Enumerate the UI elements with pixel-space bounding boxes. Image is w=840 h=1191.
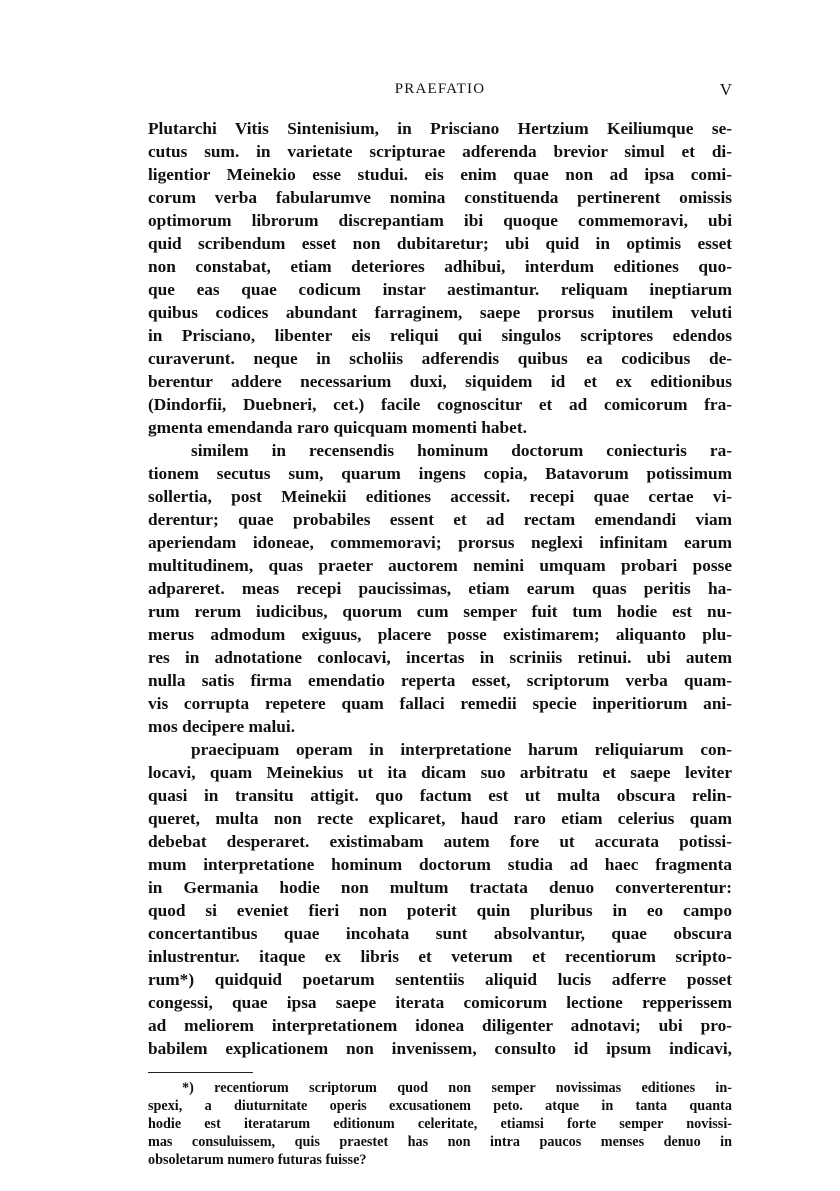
- text-line: corum verba fabularumve nomina constituenda pertinerent omissis: [148, 188, 732, 207]
- page-number: V: [719, 80, 732, 99]
- text-line: gmenta emendanda raro quicquam momenti habet.: [148, 418, 527, 437]
- text-line: mum interpretatione hominum doctorum studia ad haec fragmenta: [148, 855, 732, 874]
- text-line: rum*) quidquid poetarum sententiis aliquid lucis adferre posset: [148, 970, 732, 989]
- text-line: in Germania hodie non multum tractata denuo converterentur:: [148, 878, 732, 897]
- text-line: debebat desperaret. existimabam autem fore ut accurata potissi-: [148, 832, 732, 851]
- text-line: quod si eveniet fieri non poterit quin pluribus in eo campo: [148, 901, 732, 920]
- text-line: optimorum librorum discrepantiam ibi quoque commemoravi, ubi: [148, 211, 732, 230]
- text-line: ligentior Meinekio esse studui. eis enim quae non ad ipsa comi-: [148, 165, 732, 184]
- text-line: inlustrentur. itaque ex libris et veterum et recentiorum scripto-: [148, 947, 732, 966]
- text-line: in Prisciano, libenter eis reliqui qui singulos scriptores edendos: [148, 326, 732, 345]
- text-line: locavi, quam Meinekius ut ita dicam suo arbitratu et saepe leviter: [148, 763, 732, 782]
- text-line: multitudinem, quas praeter auctorem nemini umquam probari posse: [148, 556, 732, 575]
- text-line: concertantibus quae incohata sunt absolvantur, quae obscura: [148, 924, 732, 943]
- text-line: cutus sum. in varietate scripturae adferenda brevior simul et di-: [148, 142, 732, 161]
- text-line: babilem explicationem non invenissem, consulto id ipsum indicavi,: [148, 1039, 732, 1058]
- text-line: adpareret. meas recepi paucissimas, etiam earum quas peritis ha-: [148, 579, 732, 598]
- text-line: queret, multa non recte explicaret, haud raro etiam celerius quam: [148, 809, 732, 828]
- text-line: curaverunt. neque in scholiis adferendis quibus ea codicibus de-: [148, 349, 732, 368]
- text-line: quibus codices abundant farraginem, saepe prorsus inutilem veluti: [148, 303, 732, 322]
- text-line: nulla satis firma emendatio reperta esset, scriptorum verba quam-: [148, 671, 732, 690]
- text-line: derentur; quae probabiles essent et ad rectam emendandi viam: [148, 510, 732, 529]
- text-line: quasi in transitu attigit. quo factum est ut multa obscura relin-: [148, 786, 732, 805]
- text-line: vis corrupta repetere quam fallaci remedii specie inperitiorum ani-: [148, 694, 732, 713]
- text-line: (Dindorfii, Duebneri, cet.) facile cognoscitur et ad comicorum fra-: [148, 395, 732, 414]
- text-line: sollertia, post Meinekii editiones accessit. recepi quae certae vi-: [148, 487, 732, 506]
- footnote-line: *) recentiorum scriptorum quod non semper novissimas editiones in-: [182, 1080, 732, 1096]
- text-line: similem in recensendis hominum doctorum coniecturis ra-: [191, 441, 732, 460]
- text-line: non constabat, etiam deteriores adhibui, interdum editiones quo-: [148, 257, 732, 276]
- text-line: merus admodum exiguus, placere posse existimarem; aliquanto plu-: [148, 625, 732, 644]
- text-line: mos decipere malui.: [148, 717, 296, 736]
- footnote-line: obsoletarum numero futuras fuisse?: [148, 1152, 367, 1168]
- footnote-line: mas consuluissem, quis praestet has non intra paucos menses denuo in: [148, 1134, 732, 1150]
- page-header: [148, 78, 732, 102]
- text-line: berentur addere necessarium duxi, siquidem id et ex editionibus: [148, 372, 732, 391]
- text-line: que eas quae codicum instar aestimantur. reliquam ineptiarum: [148, 280, 732, 299]
- text-line: tionem secutus sum, quarum ingens copia, Batavorum potissimum: [148, 464, 732, 483]
- footnote-divider: [148, 1072, 253, 1073]
- text-line: praecipuam operam in interpretatione harum reliquiarum con-: [191, 740, 732, 759]
- footnote-line: spexi, a diuturnitate operis excusationem peto. atque in tanta quanta: [148, 1098, 732, 1114]
- text-line: res in adnotatione conlocavi, incertas in scriniis retinui. ubi autem: [148, 648, 732, 667]
- text-line: congessi, quae ipsa saepe iterata comicorum lectione repperissem: [148, 993, 732, 1012]
- text-line: quid scribendum esset non dubitaretur; ubi quid in optimis esset: [148, 234, 732, 253]
- footnote-line: hodie est iteratarum editionum celeritate, etiamsi forte semper novissi-: [148, 1116, 732, 1132]
- running-title: PRAEFATIO: [394, 81, 486, 97]
- text-line: ad meliorem interpretationem idonea diligenter adnotavi; ubi pro-: [148, 1016, 732, 1035]
- text-line: rum rerum iudicibus, quorum cum semper fuit tum hodie est nu-: [148, 602, 732, 621]
- text-line: aperiendam idoneae, commemoravi; prorsus neglexi infinitam earum: [148, 533, 732, 552]
- text-line: Plutarchi Vitis Sintenisium, in Prisciano Hertzium Keiliumque se-: [148, 119, 732, 138]
